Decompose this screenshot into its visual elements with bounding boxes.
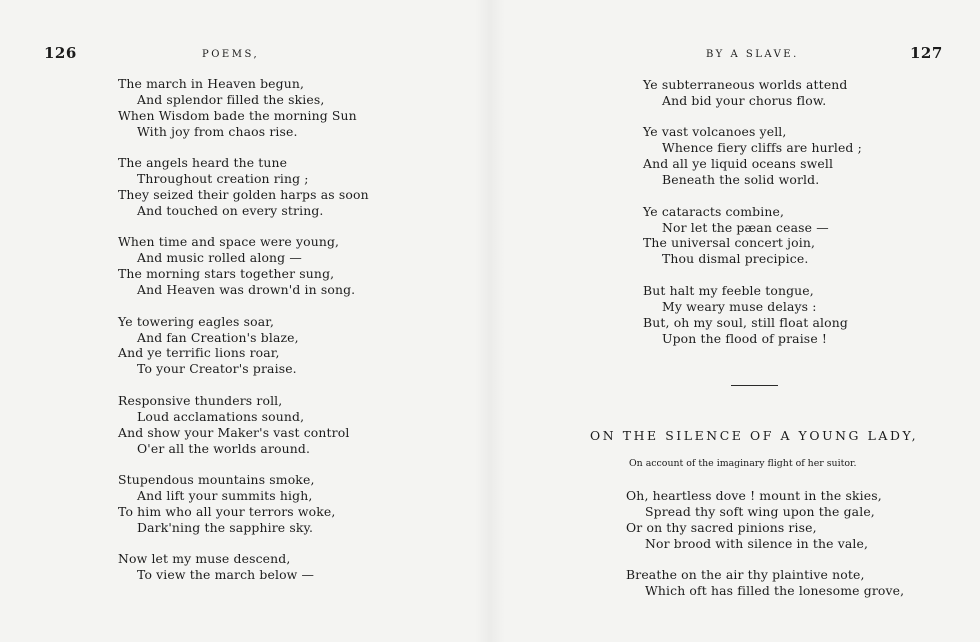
poem-line: With joy from chaos rise. <box>137 123 298 139</box>
poem-line: Beneath the solid world. <box>662 172 820 188</box>
poem-line: Throughout creation ring ; <box>137 171 309 187</box>
poem-subtitle: On account of the imaginary flight of her suitor. <box>629 458 857 469</box>
poem-line: To your Creator's praise. <box>137 361 297 377</box>
poem-line: Dark'ning the sapphire sky. <box>137 519 314 535</box>
poem-line: Spread thy soft wing upon the gale, <box>645 503 875 519</box>
left-page-number: 126 <box>44 44 77 62</box>
poem-line: And fan Creation's blaze, <box>137 329 299 345</box>
poem-line: Breathe on the air thy plaintive note, <box>626 567 865 583</box>
poem-line: But halt my feeble tongue, <box>643 282 814 298</box>
stanza <box>118 234 418 298</box>
poem-line: And Heaven was drown'd in song. <box>137 282 356 298</box>
poem-line: To view the march below — <box>137 567 315 583</box>
stanza <box>643 124 963 188</box>
poem-line: The march in Heaven begun, <box>118 76 305 91</box>
stanza <box>643 77 963 109</box>
poem-line: Nor brood with silence in the vale, <box>645 535 869 551</box>
poem-line: Or on thy sacred pinions rise, <box>626 519 817 535</box>
second-poem-body <box>626 488 946 615</box>
left-running-head: POEMS, <box>202 49 260 60</box>
section-divider <box>731 385 778 386</box>
right-poem-body <box>643 77 963 362</box>
poem-line: And music rolled along — <box>137 250 302 266</box>
poem-line: And all ye liquid oceans swell <box>643 156 834 172</box>
stanza <box>118 393 418 457</box>
poem-line: Responsive thunders roll, <box>118 392 283 408</box>
poem-line: Ye cataracts combine, <box>643 203 785 219</box>
poem-line: Ye subterraneous worlds attend <box>643 77 848 92</box>
poem-line: When time and space were young, <box>118 234 340 250</box>
poem-line: When Wisdom bade the morning Sun <box>118 107 357 123</box>
poem-line: Thou dismal precipice. <box>662 251 809 267</box>
poem-line: Whence fiery cliffs are hurled ; <box>662 140 862 156</box>
stanza <box>118 314 418 378</box>
poem-line: Stupendous mountains smoke, <box>118 472 315 488</box>
poem-line: And bid your chorus flow. <box>662 92 827 108</box>
poem-line: The morning stars together sung, <box>118 266 335 282</box>
poem-line: Loud acclamations sound, <box>137 408 305 424</box>
stanza <box>118 551 418 583</box>
right-running-head: BY A SLAVE. <box>706 49 799 60</box>
poem-line: And show your Maker's vast control <box>118 424 350 440</box>
poem-line: Upon the flood of praise ! <box>662 330 828 346</box>
poem-line: My weary muse delays : <box>662 298 817 314</box>
stanza <box>118 472 418 536</box>
poem-line: Ye vast volcanoes yell, <box>643 124 787 140</box>
right-page-number: 127 <box>910 44 943 62</box>
poem-line: And lift your summits high, <box>137 488 313 503</box>
poem-line: Ye towering eagles soar, <box>118 313 275 329</box>
page-gutter <box>475 0 505 642</box>
poem-line: The angels heard the tune <box>118 155 288 171</box>
left-poem-body <box>118 76 418 599</box>
poem-line: Which oft has filled the lonesome grove, <box>645 583 905 599</box>
poem-line: Now let my muse descend, <box>118 551 291 567</box>
stanza <box>626 567 946 599</box>
poem-line: And splendor filled the skies, <box>137 91 325 107</box>
poem-title: ON THE SILENCE OF A YOUNG LADY, <box>590 428 919 443</box>
stanza <box>118 155 418 219</box>
poem-line: The universal concert join, <box>643 235 816 251</box>
stanza <box>643 283 963 347</box>
poem-line: And touched on every string. <box>137 202 324 218</box>
poem-line: And ye terrific lions roar, <box>118 345 280 361</box>
stanza <box>118 76 418 140</box>
poem-line: To him who all your terrors woke, <box>118 503 336 519</box>
poem-line: They seized their golden harps as soon <box>118 187 369 203</box>
poem-line: Oh, heartless dove ! mount in the skies, <box>626 488 882 503</box>
stanza <box>626 488 946 552</box>
poem-line: Nor let the pæan cease — <box>662 219 829 235</box>
poem-line: But, oh my soul, still float along <box>643 314 848 330</box>
poem-line: O'er all the worlds around. <box>137 440 311 456</box>
stanza <box>643 204 963 268</box>
